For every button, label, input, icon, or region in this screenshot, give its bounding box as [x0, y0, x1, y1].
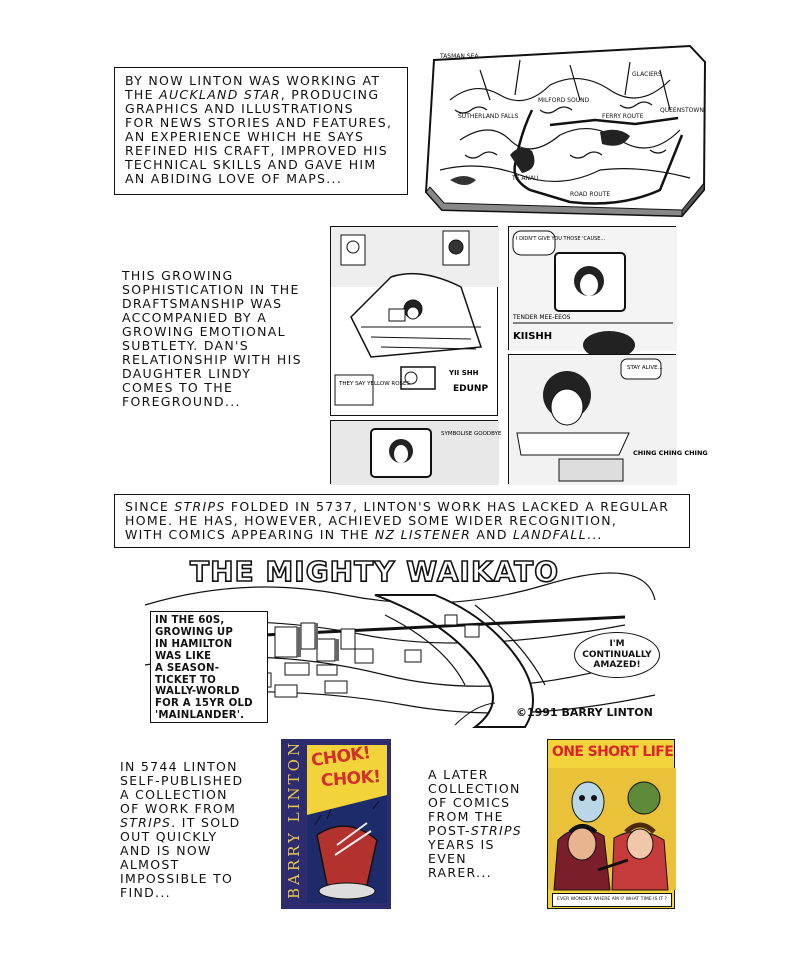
narration-line: A SEASON- [155, 662, 220, 674]
caption-line: ALMOST [120, 857, 180, 872]
caption-line: IMPOSSIBLE TO [120, 871, 234, 886]
caption-line: POST-STRIPS [428, 823, 523, 838]
comic-panel-tv [508, 226, 676, 350]
map-label: QUEENSTOWN [660, 107, 704, 114]
caption-line: TECHNICAL SKILLS AND GAVE HIM [125, 157, 377, 172]
narration-line: GROWING UP [155, 626, 234, 638]
caption-line: THIS GROWING [122, 268, 234, 283]
caption-line: DRAFTSMANSHIP WAS [122, 296, 283, 311]
sound-effect: YII SHH [449, 369, 479, 377]
sound-effect: CHING CHING CHING [633, 449, 708, 457]
map-label: TE ANAU [512, 175, 539, 182]
speech-balloon-text: STAY ALIVE... [627, 365, 663, 371]
map-label: GLACIERS [632, 71, 662, 78]
narration-line: IN THE 60S, [155, 615, 225, 626]
caption-line: FROM THE [428, 809, 504, 824]
caption-line: SOPHISTICATION IN THE [122, 282, 300, 297]
comic-panel-tv-closeup [330, 420, 502, 484]
map-label: MILFORD SOUND [538, 97, 590, 104]
narration-line: TICKET TO [155, 674, 216, 686]
map-illustration [420, 40, 710, 218]
caption-line: AN ABIDING LOVE OF MAPS... [125, 171, 343, 186]
caption-line: FOR NEWS STORIES AND FEATURES, [125, 115, 393, 130]
panel-caption: TENDER MEE-EEOS [513, 314, 571, 321]
caption-line: A COLLECTION [120, 787, 228, 802]
caption-later-collection [428, 768, 522, 880]
caption-line: STRIPS. IT SOLD [120, 815, 241, 830]
caption-line: SELF-PUBLISHED [120, 773, 244, 788]
balloon-line: I'M [609, 639, 625, 649]
caption-line: WITH COMICS APPEARING IN THE NZ LISTENER AND LANDFALL... [125, 527, 603, 542]
caption-line: AN EXPERIENCE WHICH HE SAYS [125, 129, 365, 144]
book-cover-one-short-life [547, 739, 675, 909]
caption-line: GRAPHICS AND ILLUSTRATIONS [125, 101, 354, 116]
caption-box-wider-recognition [114, 494, 690, 548]
narration-line: FOR A 15YR OLD [155, 698, 253, 710]
cover-title: ONE SHORT LIFE [552, 744, 674, 760]
map-label: TASMAN SEA [440, 53, 479, 60]
narration-line: WAS LIKE [155, 650, 212, 662]
cover-title-1: CHOK! [309, 742, 372, 772]
book-cover-chok-chok [281, 739, 391, 909]
narration-line: 'MAINLANDER'. [155, 710, 245, 722]
copyright-notice: ©1991 BARRY LINTON [516, 706, 653, 719]
cover-art [548, 740, 676, 910]
map-label: ROAD ROUTE [570, 191, 611, 198]
caption-line: COMES TO THE [122, 380, 234, 395]
speech-balloon-text: I DIDN'T GIVE YOU THOSE 'CAUSE... [516, 236, 606, 242]
caption-line: OF WORK FROM [120, 801, 237, 816]
caption-line: OUT QUICKLY [120, 829, 218, 844]
map-label: FERRY ROUTE [602, 113, 644, 120]
narration-line: WALLY-WORLD [155, 686, 240, 698]
caption-line: GROWING EMOTIONAL [122, 324, 286, 339]
caption-line: THE AUCKLAND STAR, PRODUCING [125, 87, 380, 102]
caption-line: IN 5744 LINTON [120, 759, 238, 774]
panel-caption: SYMBOLISE GOODBYE [441, 431, 502, 437]
caption-line: YEARS IS [428, 837, 495, 852]
map-label: SUTHERLAND FALLS [458, 113, 519, 120]
caption-line: EVEN [428, 851, 467, 866]
caption-line: RARER... [428, 865, 492, 880]
narration-line: IN HAMILTON [155, 638, 233, 650]
caption-line: AND IS NOW [120, 843, 212, 858]
cover-title-2: CHOK! [320, 766, 382, 792]
sound-effect: KIISHH [513, 331, 553, 342]
cover-footer-text: EVER WONDER WHERE AM I? WHAT TIME IS IT ? [552, 893, 672, 907]
caption-line: COLLECTION [428, 781, 521, 796]
waikato-title: THE MIGHTY WAIKATO [190, 555, 560, 588]
sound-effect: EDUNP [453, 384, 489, 394]
caption-self-published [120, 760, 243, 900]
waikato-narration-box [150, 611, 268, 723]
comic-panel-bedroom [330, 226, 498, 416]
caption-line: REFINED HIS CRAFT, IMPROVED HIS [125, 143, 388, 158]
caption-line: BY NOW LINTON WAS WORKING AT [125, 73, 381, 88]
caption-line: FIND... [120, 885, 171, 900]
caption-line: SINCE STRIPS FOLDED IN 5737, LINTON'S WORK HAS LACKED A REGULAR [125, 499, 670, 514]
caption-box-maps [114, 67, 408, 195]
caption-growing-sophistication [122, 269, 302, 409]
cover-author-spine: BARRY LINTON [285, 739, 303, 899]
caption-line: HOME. HE HAS, HOWEVER, ACHIEVED SOME WIDER RECOGNITION, [125, 513, 618, 528]
caption-line: SUBTLETY. DAN'S [122, 338, 250, 353]
balloon-line: CONTINUALLY [582, 649, 652, 660]
caption-line: RELATIONSHIP WITH HIS [122, 352, 302, 367]
comic-panel-lindy [508, 354, 708, 484]
caption-line: OF COMICS [428, 795, 511, 810]
waikato-speech-balloon [574, 632, 660, 678]
balloon-line: AMAZED! [593, 660, 641, 670]
caption-line: A LATER [428, 767, 489, 782]
caption-line: FOREGROUND... [122, 394, 241, 409]
caption-line: DAUGHTER LINDY [122, 366, 252, 381]
panel-sign-text: THEY SAY YELLOW ROSES [339, 381, 411, 387]
caption-line: ACCOMPANIED BY A [122, 310, 268, 325]
